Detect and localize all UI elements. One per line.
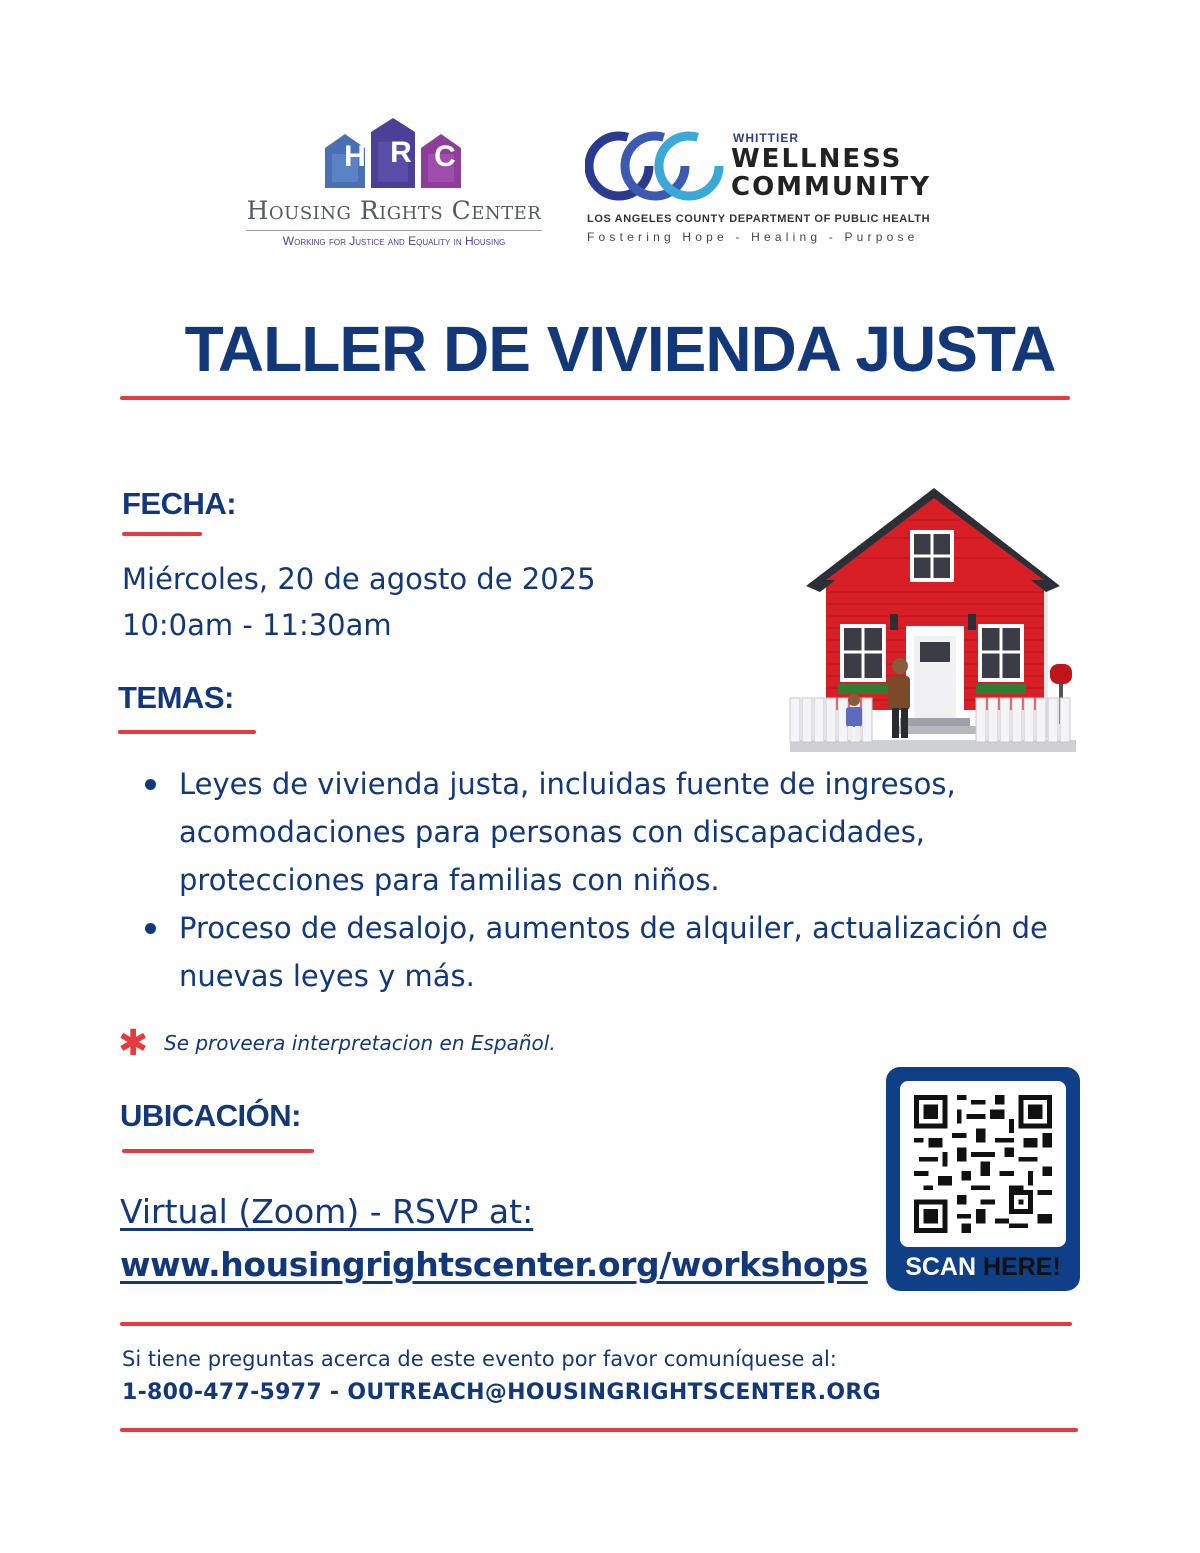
- event-date: [122, 556, 596, 648]
- page-title: TALLER DE VIVIENDA JUSTA: [184, 313, 1056, 385]
- footer-contact[interactable]: 1-800-477-5977 - OUTREACH@HOUSINGRIGHTSCENTER.ORG: [122, 1380, 882, 1405]
- wwc-small: WHITTIER: [733, 131, 799, 145]
- topics-heading: TEMAS:: [118, 680, 234, 715]
- location-heading-underline: [122, 1149, 314, 1153]
- date-heading-underline: [122, 532, 202, 536]
- hrc-name: Housing Rights Center: [246, 196, 542, 225]
- hrc-divider: [246, 230, 542, 231]
- wwc-line2: COMMUNITY: [731, 172, 932, 202]
- location-heading: UBICACIÓN:: [120, 1098, 301, 1133]
- topic-text: Proceso de desalojo, aumentos de alquiler, actualización de nuevas leyes y más.: [179, 911, 1048, 993]
- footer-question: Si tiene preguntas acerca de este evento por favor comuníquese al:: [122, 1347, 837, 1371]
- topics-list: [135, 760, 1075, 1000]
- list-item: [135, 904, 1075, 1000]
- date-heading: FECHA:: [122, 486, 237, 521]
- hrc-logo: [238, 118, 550, 256]
- rsvp-link-text[interactable]: Virtual (Zoom) - RSVP at:: [120, 1192, 534, 1231]
- here-label: HERE!: [983, 1253, 1061, 1281]
- bullet-icon: [145, 779, 156, 790]
- wwc-logo: [585, 126, 965, 246]
- list-item: [135, 760, 1075, 904]
- event-date-line: Miércoles, 20 de agosto de 2025: [122, 562, 596, 596]
- hrc-letter-r: R: [390, 136, 412, 169]
- hrc-letter-c: C: [434, 140, 456, 173]
- wwc-department: LOS ANGELES COUNTY DEPARTMENT OF PUBLIC HEALTH: [587, 213, 931, 225]
- event-time-line: 10:0am - 11:30am: [122, 608, 392, 642]
- wwc-line1: WELLNESS: [731, 144, 903, 174]
- footer-top-rule: [120, 1322, 1072, 1326]
- scan-here-label: [886, 1253, 1080, 1282]
- topic-text: Leyes de vivienda justa, incluidas fuente de ingresos, acomodaciones para personas con discapacidades, protecciones para familias con niños.: [179, 767, 956, 897]
- wwc-motto: Fostering Hope - Healing - Purpose: [587, 230, 919, 244]
- interpretation-note: Se proveera interpretacion en Español.: [164, 1031, 556, 1055]
- qr-code-icon[interactable]: [914, 1095, 1052, 1233]
- scan-label: SCAN: [905, 1253, 977, 1281]
- footer-bottom-rule: [120, 1428, 1078, 1432]
- hrc-letter-h: H: [344, 140, 366, 173]
- asterisk-icon: ✱: [118, 1023, 149, 1064]
- workshops-link[interactable]: www.housingrightscenter.org/workshops: [120, 1245, 868, 1284]
- title-underline: [120, 396, 1070, 400]
- topics-heading-underline: [118, 730, 256, 734]
- bullet-icon: [145, 923, 156, 934]
- wwc-rings-icon: [585, 126, 725, 206]
- house-illustration-icon: [788, 488, 1078, 754]
- qr-code-frame: [900, 1081, 1066, 1247]
- hrc-tagline: Working for Justice and Equality in Housing: [282, 234, 506, 248]
- qr-card: [886, 1067, 1080, 1291]
